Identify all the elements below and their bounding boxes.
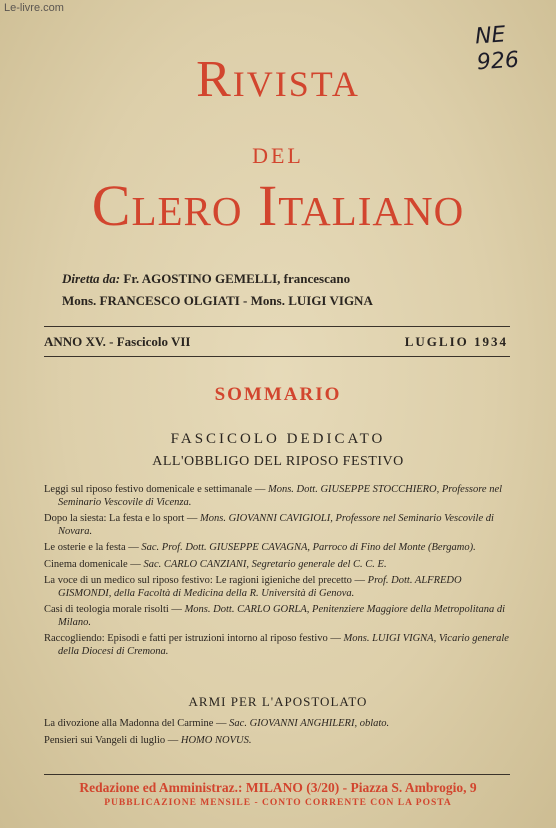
masthead-line-3: Clero Italiano <box>91 173 465 238</box>
editors-line-1 <box>62 268 373 290</box>
handnote-line-2: 926 <box>476 47 520 76</box>
toc-entry: La voce di un medico sul riposo festivo: Le ragioni igieniche del precetto — Prof. Dott. ALFREDO GISMONDI, della Facoltà di Medicina della R. Università di Genova. <box>44 575 462 599</box>
editors-line-2: Mons. FRANCESCO OLGIATI - Mons. LUIGI VIGNA <box>62 293 373 308</box>
masthead-line-1: Rivista <box>196 51 360 108</box>
section-subtitle: ALL'OBBLIGO DEL RIPOSO FESTIVO <box>152 454 404 469</box>
section-title: FASCICOLO DEDICATO <box>170 431 386 447</box>
sommario-heading: SOMMARIO <box>214 384 342 405</box>
table-of-contents-2 <box>44 718 514 751</box>
footer-note: PUBBLICAZIONE MENSILE - CONTO CORRENTE CON LA POSTA <box>104 798 452 808</box>
toc-entry: Casi di teologia morale risolti — Mons. Dott. CARLO GORLA, Penitenziere Maggiore della Metropolitana di Milano. <box>44 604 506 628</box>
toc-entry: La divozione alla Madonna del Carmine — Sac. GIOVANNI ANGHILERI, oblato. <box>44 718 390 729</box>
toc-entry: Dopo la siesta: La festa e lo sport — Mons. GIOVANNI CAVIGIOLI, Professore nel Seminario Vescovile di Novara. <box>44 513 494 537</box>
masthead-line-2: del <box>252 134 304 170</box>
toc-entry: Leggi sul riposo festivo domenicale e settimanale — Mons. Dott. GIUSEPPE STOCCHIERO, Professore nel Seminario Vescovile di Vicenza. <box>44 484 503 508</box>
issue-date: LUGLIO 1934 <box>404 334 508 349</box>
issue-number: ANNO XV. - Fascicolo VII <box>44 334 191 349</box>
footer-rule <box>44 774 510 775</box>
handnote-line-1: NE <box>474 22 507 50</box>
editors-block <box>62 268 373 312</box>
toc-entry: Raccogliendo: Episodi e fatti per istruzioni intorno al riposo festivo — Mons. LUIGI VIGNA, Vicario generale della Diocesi di Cremona. <box>44 633 509 657</box>
top-rule <box>44 326 510 327</box>
toc-entry: Pensieri sui Vangeli di luglio — HOMO NOVUS. <box>44 734 252 746</box>
issue-line <box>44 334 508 350</box>
section-2-title: ARMI PER L'APOSTOLATO <box>188 694 368 709</box>
table-of-contents <box>44 484 514 662</box>
editor-name-1: Fr. AGOSTINO GEMELLI, francescano <box>123 271 351 286</box>
footer-address: Redazione ed Amministraz.: MILANO (3/20) - Piazza S. Ambrogio, 9 <box>79 780 477 795</box>
toc-entry: Cinema domenicale — Sac. CARLO CANZIANI, Segretario generale del C. C. E. <box>44 558 387 570</box>
issue-rule <box>44 356 510 357</box>
editors-label: Diretta da: <box>62 271 121 286</box>
watermark: Le-livre.com <box>4 2 64 14</box>
toc-entry: Le osterie e la festa — Sac. Prof. Dott. GIUSEPPE CAVAGNA, Parroco di Fino del Monte (Bergamo). <box>44 542 476 553</box>
